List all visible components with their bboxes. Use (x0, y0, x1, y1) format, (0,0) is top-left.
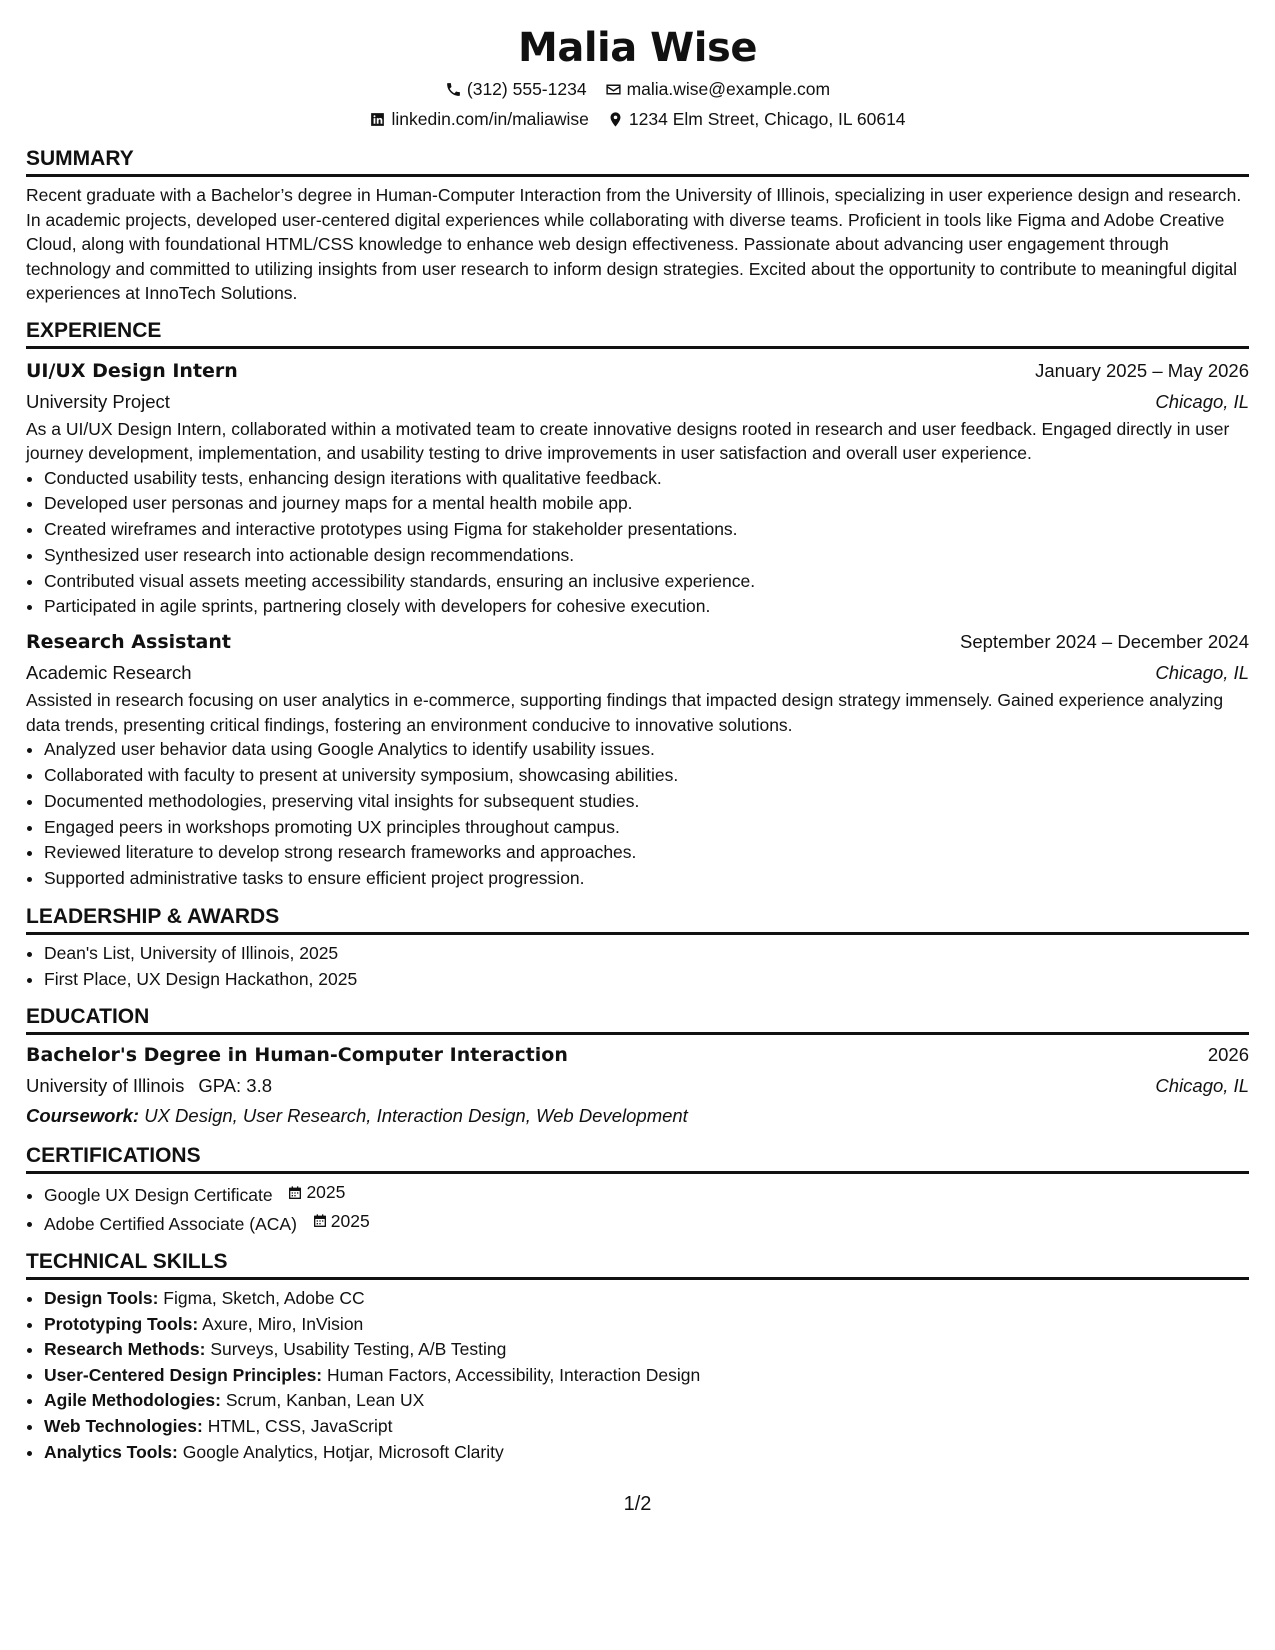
skills-section (26, 1249, 1249, 1465)
list-item (44, 1180, 1249, 1208)
list-item: • First Place, UX Design Hackathon, 2025 (44, 967, 1249, 993)
calendar-icon (312, 1213, 328, 1229)
job-dates: January 2025 – May 2026 (1035, 359, 1249, 381)
list-item: • Conducted usability tests, enhancing design iterations with qualitative feedback. (44, 466, 1249, 492)
certification-date (287, 1180, 345, 1206)
list-item (44, 1414, 1249, 1440)
list-item (44, 1363, 1249, 1389)
certifications-list (26, 1180, 1249, 1237)
job-bullets (26, 466, 1249, 621)
address-contact (607, 104, 906, 134)
linkedin-icon (369, 111, 386, 128)
graduation-year: 2026 (1207, 1044, 1249, 1066)
leadership-section (26, 904, 1249, 992)
job-organization: Academic Research (26, 662, 192, 684)
education-section (26, 1004, 1249, 1131)
linkedin-link[interactable]: linkedin.com/in/maliawise (391, 109, 589, 129)
certification-year: 2025 (330, 1210, 370, 1231)
experience-entry (26, 626, 1249, 892)
school-location: Chicago, IL (1155, 1075, 1249, 1097)
skill-label: Analytics Tools: (44, 1441, 178, 1462)
experience-entry (26, 355, 1249, 621)
section-title: SUMMARY (26, 146, 1249, 177)
list-item: • Documented methodologies, preserving vital insights for subsequent studies. (44, 789, 1249, 815)
coursework-list: UX Design, User Research, Interaction Design, Web Development (144, 1105, 688, 1127)
section-title: EDUCATION (26, 1004, 1249, 1035)
job-title: Research Assistant (26, 631, 231, 654)
certification-year: 2025 (306, 1182, 346, 1203)
phone-icon (445, 81, 462, 98)
list-item (44, 1312, 1249, 1338)
email-contact[interactable] (605, 74, 831, 104)
skill-label: User-Centered Design Principles: (44, 1364, 323, 1385)
skill-value: Human Factors, Accessibility, Interaction Design (327, 1364, 701, 1385)
skills-list (26, 1286, 1249, 1465)
list-item: • Engaged peers in workshops promoting UX principles throughout campus. (44, 815, 1249, 841)
skill-label: Agile Methodologies: (44, 1390, 221, 1411)
skill-value: Figma, Sketch, Adobe CC (163, 1288, 365, 1309)
contact-row-1 (26, 74, 1249, 104)
degree-title: Bachelor's Degree in Human-Computer Interaction (26, 1044, 568, 1067)
list-item: • Contributed visual assets meeting accessibility standards, ensuring an inclusive experience. (44, 569, 1249, 595)
email-link[interactable]: malia.wise@example.com (626, 79, 831, 99)
job-organization: University Project (26, 390, 170, 412)
page-number: 1/2 (623, 1493, 652, 1515)
coursework-label: Coursework: (26, 1105, 140, 1127)
list-item: • Participated in agile sprints, partnering closely with developers for cohesive execution. (44, 594, 1249, 620)
skill-value: Scrum, Kanban, Lean UX (225, 1390, 425, 1411)
school-info (26, 1071, 272, 1101)
linkedin-contact[interactable] (369, 104, 588, 134)
section-title: TECHNICAL SKILLS (26, 1249, 1249, 1280)
phone-contact (445, 74, 587, 104)
section-title: CERTIFICATIONS (26, 1143, 1249, 1174)
job-location: Chicago, IL (1155, 662, 1249, 684)
phone-number: (312) 555-1234 (466, 79, 587, 99)
list-item (44, 1388, 1249, 1414)
section-title: LEADERSHIP & AWARDS (26, 904, 1249, 935)
candidate-name: Malia Wise (518, 25, 757, 71)
certification-name: Google UX Design Certificate (44, 1185, 273, 1206)
list-item: • Developed user personas and journey maps for a mental health mobile app. (44, 491, 1249, 517)
coursework-line (26, 1101, 1249, 1131)
gpa-value: GPA: 3.8 (198, 1075, 273, 1097)
calendar-icon (287, 1185, 303, 1201)
contact-row-2 (26, 104, 1249, 134)
awards-list (26, 941, 1249, 992)
skill-value: HTML, CSS, JavaScript (207, 1416, 393, 1436)
certification-name: Adobe Certified Associate (ACA) (44, 1213, 297, 1234)
school-name: University of Illinois (26, 1075, 185, 1097)
skill-label: Prototyping Tools: (44, 1313, 199, 1334)
list-item: • Supported administrative tasks to ensure efficient project progression. (44, 866, 1249, 892)
job-title: UI/UX Design Intern (26, 359, 238, 382)
skill-label: Research Methods: (44, 1339, 206, 1360)
address-text: 1234 Elm Street, Chicago, IL 60614 (628, 109, 906, 129)
list-item: • Dean's List, University of Illinois, 2025 (44, 941, 1249, 967)
skill-value: Axure, Miro, InVision (202, 1313, 364, 1334)
certification-date (312, 1209, 370, 1235)
skill-value: Google Analytics, Hotjar, Microsoft Clarity (182, 1441, 504, 1462)
section-title: EXPERIENCE (26, 318, 1249, 349)
list-item (44, 1440, 1249, 1466)
list-item: • Created wireframes and interactive prototypes using Figma for stakeholder presentations. (44, 517, 1249, 543)
list-item (44, 1286, 1249, 1312)
job-bullets (26, 737, 1249, 892)
list-item: • Analyzed user behavior data using Google Analytics to identify usability issues. (44, 737, 1249, 763)
skill-value: Surveys, Usability Testing, A/B Testing (210, 1339, 507, 1360)
summary-text: Recent graduate with a Bachelor’s degree in Human-Computer Interaction from the University of Illinois, specializing in user experience design and research. In academic projects, developed user-centered digital experiences while collaborating with diverse teams. Proficient in tools like Figma and Adobe Creative Cloud, along with foundational HTML/CSS knowledge to enhance web design effectiveness. Passionate about advancing user engagement through technology and committed to utilizing insights from user research to inform design strategies. Excited about the opportunity to contribute to meaningful digital experiences at InnoTech Solutions. (26, 185, 1242, 303)
job-description: Assisted in research focusing on user analytics in e-commerce, supporting findings that impacted design strategy immensely. Gained experience analyzing data trends, presenting critical findings, fostering an environment conducive to innovative solutions. (26, 690, 1224, 735)
experience-section (26, 318, 1249, 893)
map-pin-icon (607, 111, 624, 128)
list-item (44, 1209, 1249, 1237)
envelope-icon (605, 81, 622, 98)
list-item: • Synthesized user research into actionable design recommendations. (44, 543, 1249, 569)
summary-section (26, 146, 1249, 306)
skill-label: Design Tools: (44, 1288, 159, 1309)
job-description: As a UI/UX Design Intern, collaborated within a motivated team to create innovative designs rooted in research and user feedback. Engaged directly in user journey development, implementation, and usability testing to drive improvements in user satisfaction and overall user experience. (26, 418, 1230, 463)
list-item: • Reviewed literature to develop strong research frameworks and approaches. (44, 840, 1249, 866)
job-location: Chicago, IL (1155, 390, 1249, 412)
list-item (44, 1337, 1249, 1363)
certifications-section (26, 1143, 1249, 1237)
skill-label: Web Technologies: (44, 1416, 203, 1436)
job-dates: September 2024 – December 2024 (960, 631, 1249, 653)
list-item: • Collaborated with faculty to present at university symposium, showcasing abilities. (44, 763, 1249, 789)
